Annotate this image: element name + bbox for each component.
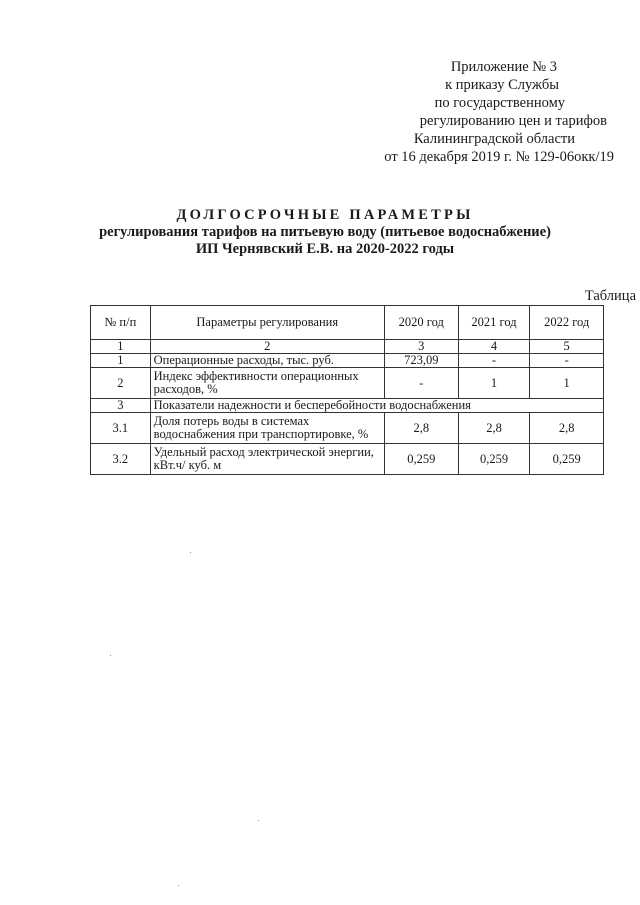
- table-row: [91, 444, 604, 475]
- row-value-2020: 2,8: [384, 413, 458, 444]
- row-number: 3.2: [91, 444, 151, 475]
- row-param: Операционные расходы, тыс. руб.: [150, 354, 384, 368]
- title-entity: ИП Чернявский Е.В. на 2020-2022 годы: [195, 241, 455, 257]
- appendix-block: [330, 58, 620, 166]
- title-subtitle: регулирования тарифов на питьевую воду (питьевое водоснабжение): [99, 224, 551, 240]
- row-value-2022: 2,8: [530, 413, 604, 444]
- table-header-row: [91, 306, 604, 340]
- appendix-line: от 16 декабря 2019 г. № 129-06окк/19: [384, 149, 614, 165]
- table-row: [91, 368, 604, 399]
- row-value-2020: -: [384, 368, 458, 399]
- title-heading: ДОЛГОСРОЧНЫЕ ПАРАМЕТРЫ: [176, 207, 474, 223]
- numbering-cell: 3: [384, 340, 458, 354]
- header-cell: 2021 год: [458, 306, 530, 340]
- numbering-cell: 5: [530, 340, 604, 354]
- header-cell: 2022 год: [530, 306, 604, 340]
- row-param: Доля потерь воды в системах водоснабжения при транспортировке, %: [150, 413, 384, 444]
- row-number: 3.1: [91, 413, 151, 444]
- row-value-2021: 0,259: [458, 444, 530, 475]
- row-number: 3: [91, 399, 151, 413]
- appendix-line: по государственному: [434, 95, 565, 111]
- parameters-table: [90, 305, 604, 475]
- header-cell: 2020 год: [384, 306, 458, 340]
- table-caption: Таблица: [584, 288, 636, 304]
- header-cell: Параметры регулирования: [150, 306, 384, 340]
- scan-speck: [190, 552, 191, 553]
- table-row: [91, 354, 604, 368]
- row-value-2021: -: [458, 354, 530, 368]
- row-number: 1: [91, 354, 151, 368]
- header-cell: № п/п: [91, 306, 151, 340]
- column-numbering-row: [91, 340, 604, 354]
- row-number: 2: [91, 368, 151, 399]
- appendix-line: регулированию цен и тарифов: [419, 113, 607, 129]
- row-param: Индекс эффективности операционных расходов, %: [150, 368, 384, 399]
- numbering-cell: 1: [91, 340, 151, 354]
- scan-speck: [178, 885, 179, 886]
- row-value-2022: 0,259: [530, 444, 604, 475]
- row-value-2022: -: [530, 354, 604, 368]
- row-value-2020: 723,09: [384, 354, 458, 368]
- appendix-line: к приказу Службы: [445, 77, 559, 93]
- row-value-2020: 0,259: [384, 444, 458, 475]
- row-value-2021: 2,8: [458, 413, 530, 444]
- scan-speck: [110, 655, 111, 656]
- table-row: [91, 413, 604, 444]
- appendix-line: Калининградской области: [413, 131, 575, 147]
- numbering-cell: 4: [458, 340, 530, 354]
- row-value-2021: 1: [458, 368, 530, 399]
- document-title: [80, 207, 570, 258]
- section-title: Показатели надежности и бесперебойности водоснабжения: [150, 399, 603, 413]
- table-section-row: [91, 399, 604, 413]
- row-value-2022: 1: [530, 368, 604, 399]
- row-param: Удельный расход электрической энергии, кВт.ч/ куб. м: [150, 444, 384, 475]
- scan-speck: [258, 820, 259, 821]
- appendix-line: Приложение № 3: [450, 59, 557, 75]
- numbering-cell: 2: [150, 340, 384, 354]
